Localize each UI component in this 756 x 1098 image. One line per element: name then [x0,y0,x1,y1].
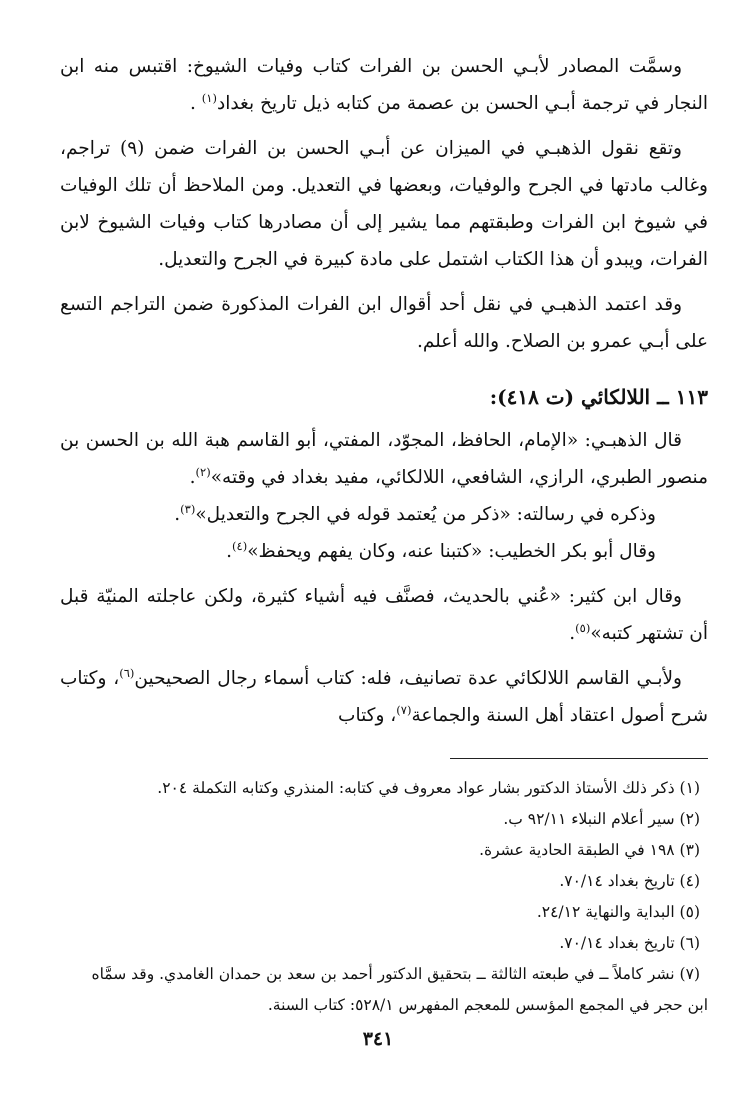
paragraph-tail: . [174,504,181,525]
paragraph-ibn-salah [60,286,708,360]
paragraph-risala [60,496,708,533]
paragraph-text: وسمَّت المصادر لأبـي الحسن بن الفرات كتاب وفيات الشيوخ: اقتبس منه ابن النجار في ترجمة أبـي الحسن بن عصمة من كتابه ذيل تاريخ بغداد [60,56,708,114]
footnote-item: (٣) ١٩٨ في الطبقة الحادية عشرة. [479,841,700,859]
paragraph-tail: . [569,623,576,644]
footnote-item: (٧) نشر كاملاً ــ في طبعته الثالثة ــ بتحقيق الدكتور أحمد بن سعد بن حمدان الغامدي. وقد سمَّاه [91,965,700,983]
paragraph-khatib [60,533,708,570]
footnotes-list [60,773,708,1021]
paragraph-text: وقد اعتمد الذهبـي في نقل أحد أقوال ابن الفرات المذكورة ضمن التراجم التسع على أبـي عمرو بن الصلاح. والله أعلم. [60,294,708,352]
footnote-ref[interactable]: (١) [201,90,217,105]
paragraph-works [60,660,708,734]
footnote-item: (٥) البداية والنهاية ٢٤/١٢. [536,903,700,921]
section-heading: ١١٣ ــ اللالكائي (ت ٤١٨): [489,385,708,409]
footnote-ref[interactable]: (٦) [119,665,135,680]
paragraph-text: ولأبـي القاسم اللالكائي عدة تصانيف، فله: كتاب أسماء رجال الصحيحين [134,668,682,689]
footnote-divider [450,758,708,759]
paragraph-text: وقال ابن كثير: «عُني بالحديث، فصنَّف فيه أشياء كثيرة، ولكن عاجلته المنيّة قبل أن تشتهر كتبه» [60,586,708,644]
footnote-ref[interactable]: (٥) [575,620,591,635]
footnote-ref[interactable]: (٣) [180,501,196,516]
paragraph-tail: . [190,93,202,114]
paragraph-ibn-kathir [60,578,708,652]
footnote-ref[interactable]: (٢) [195,464,211,479]
paragraph-dhahabi-bio [60,422,708,496]
paragraph-text: ، وكتاب شرح أصول اعتقاد أهل السنة والجماعة [60,668,708,726]
footnote-item: (١) ذكر ذلك الأستاذ الدكتور بشار عواد معروف في كتابه: المنذري وكتابه التكملة ٢٠٤. [157,779,700,797]
footnote-ref[interactable]: (٧) [396,702,412,717]
paragraph-text: وقال أبو بكر الخطيب: «كتبنا عنه، وكان يفهم ويحفظ» [247,541,656,562]
page-number: ٣٤١ [362,1028,394,1050]
paragraph-text: وذكره في رسالته: «ذكر من يُعتمد قوله في الجرح والتعديل» [195,504,656,525]
footnote-item: (٤) تاريخ بغداد ٧٠/١٤. [559,872,700,890]
footnote-ref[interactable]: (٤) [232,538,248,553]
paragraph-sources [60,48,708,122]
paragraph-text: قال الذهبـي: «الإمام، الحافظ، المجوّد، المفتي، أبو القاسم هبة الله بن الحسن بن منصور الطبري، الرازي، الشافعي، اللالكائي، مفيد بغداد في وقته» [60,430,708,488]
footnote-continuation: ابن حجر في المجمع المؤسس للمعجم المفهرس ٥٢٨/١: كتاب السنة. [267,996,708,1014]
paragraph-text: وتقع نقول الذهبـي في الميزان عن أبـي الحسن بن الفرات ضمن (٩) تراجم، وغالب مادتها في الجرح والوفيات، وبعضها في التعديل. ومن الملاحظ أن تلك الوفيات في شيوخ ابن الفرات وطبقتهم مما يشير إلى أن مصادرها كتاب وفيات الشيوخ لابن الفرات، ويبدو أن هذا الكتاب اشتمل على مادة كبيرة في الجرح والتعديل. [60,138,708,270]
paragraph-tail: . [189,467,196,488]
footnote-item: (٢) سير أعلام النبلاء ٩٢/١١ ب. [503,810,700,828]
paragraph-tail: ، وكتاب [338,705,397,726]
paragraph-tail: . [226,541,233,562]
paragraph-dhahabi-quotes [60,130,708,278]
footnote-item: (٦) تاريخ بغداد ٧٠/١٤. [559,934,700,952]
